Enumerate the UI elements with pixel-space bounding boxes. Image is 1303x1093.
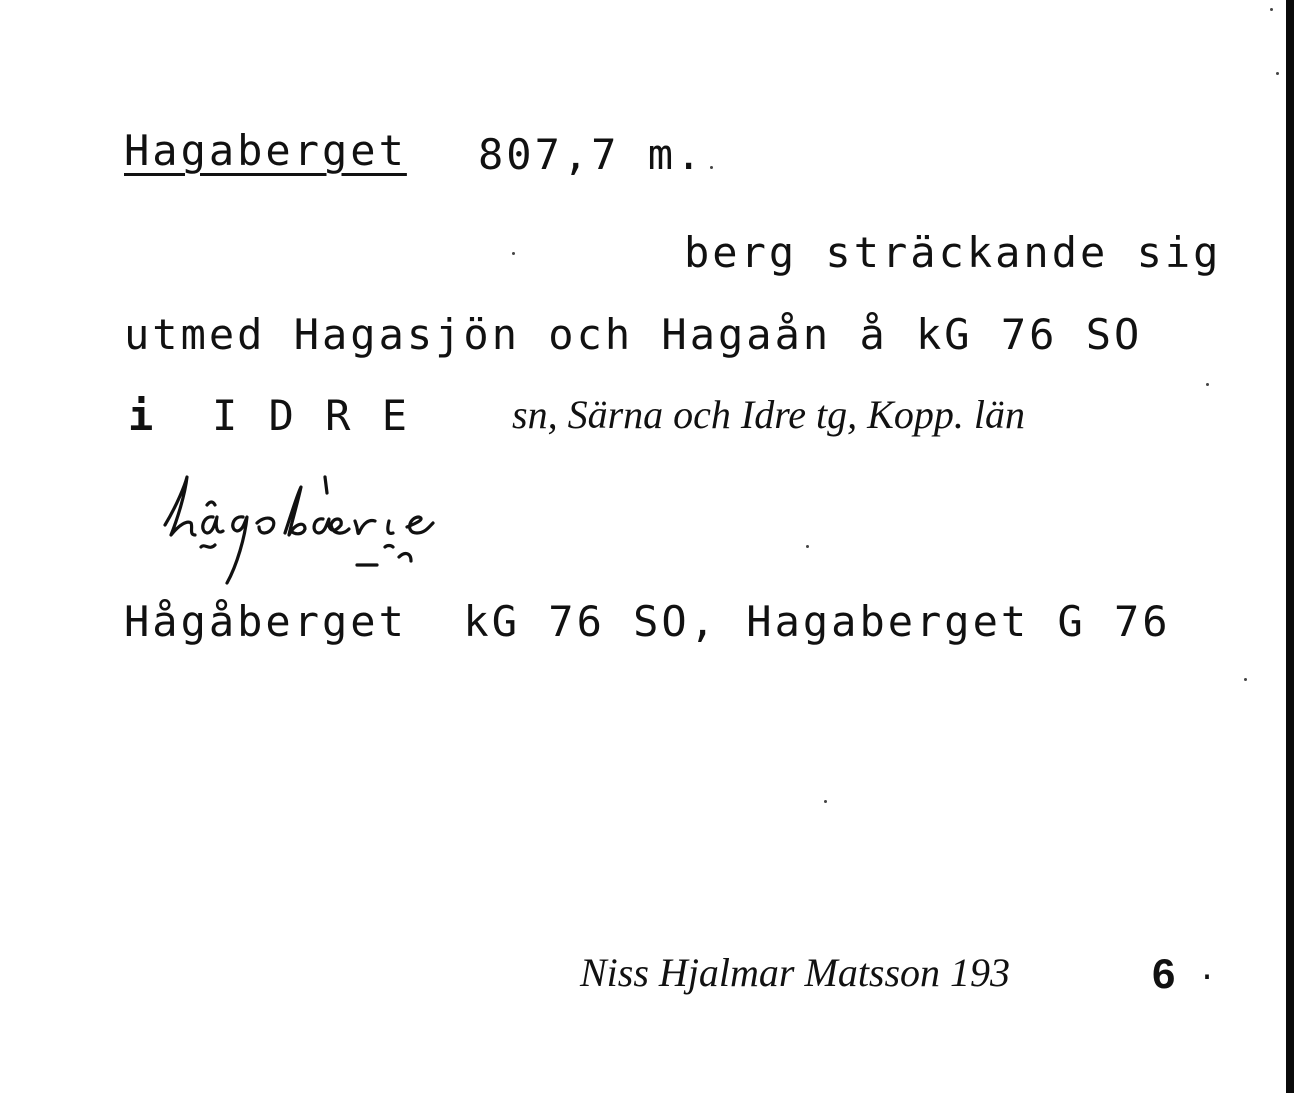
scan-speck: [1244, 678, 1247, 681]
scan-speck: [1270, 8, 1273, 11]
headword: Hagaberget: [124, 126, 407, 175]
parish-district-county: sn, Särna och Idre tg, Kopp. län: [512, 392, 1025, 437]
scan-speck: [1206, 383, 1209, 386]
collector-signature: Niss Hjalmar Matsson 193: [580, 950, 1011, 995]
handwritten-pronunciation: [155, 465, 485, 595]
scan-speck: [806, 545, 809, 548]
year-final-digit: 6: [1152, 950, 1176, 997]
name-variants: Hågåberget kG 76 SO, Hagaberget G 76: [124, 597, 1171, 646]
description-line-2: utmed Hagasjön och Hagaån å kG 76 SO: [124, 310, 1143, 359]
parish-prefix: i: [128, 391, 157, 440]
trailing-mark: .: [1198, 952, 1220, 987]
card-right-border: [1286, 0, 1294, 1093]
scan-speck: [1276, 72, 1279, 75]
description-line-1: berg sträckande sig: [684, 228, 1222, 277]
height-value: 807,7 m.: [478, 130, 705, 179]
scan-speck: [824, 800, 827, 803]
scan-speck: [710, 166, 713, 169]
scan-speck: [512, 252, 515, 255]
parish-name: I D R E: [212, 391, 411, 440]
